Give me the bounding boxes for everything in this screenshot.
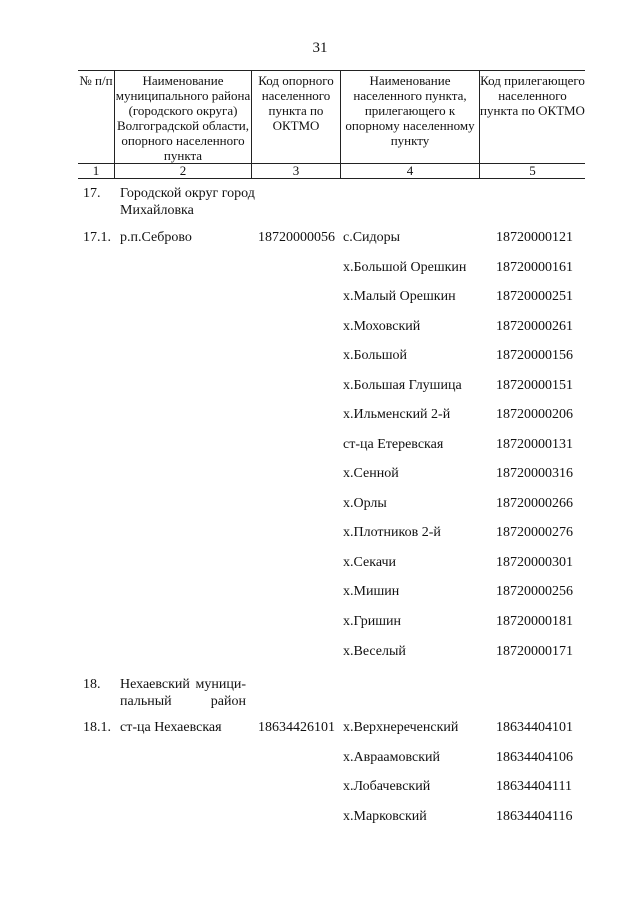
adjacent-code: 18720000151 [496,378,573,393]
adjacent-name: х.Авраамовский [343,750,441,765]
adjacent-name: ст-ца Етеревская [343,437,444,452]
column-number-5: 5 [529,163,536,178]
adjacent-name: х.Большой Орешкин [343,260,467,275]
adjacent-code: 18720000171 [496,644,573,659]
row-number: 17. [83,186,101,201]
adjacent-name: х.Ильменский 2-й [343,407,451,422]
divider [479,71,480,178]
adjacent-name: х.Большой [343,348,407,363]
adjacent-code: 18634404116 [496,809,573,824]
page-number: 31 [312,40,328,56]
divider [114,71,115,178]
adjacent-name: х.Плотников 2-й [343,525,441,540]
column-number-1: 1 [92,163,100,178]
adjacent-name: х.Верхнереченский [343,720,459,735]
adjacent-code: 18720000256 [496,584,573,599]
adjacent-name: х.Малый Орешкин [343,289,456,304]
header-col-2: Наименование муниципального района (городского округа) Волгоградской области, опорного населенного пункта [115,73,251,163]
adjacent-name: х.Моховский [343,319,421,334]
header-col-1: № п/п [79,73,113,88]
adjacent-code: 18720000266 [496,496,573,511]
divider [340,71,341,178]
divider [78,178,585,179]
adjacent-code: 18720000206 [496,407,573,422]
adjacent-name: х.Гришин [343,614,401,629]
settlement-name: р.п.Себрово [120,230,192,245]
settlement-code: 18720000056 [258,230,335,245]
adjacent-code: 18720000301 [496,555,573,570]
table-header [78,70,585,178]
settlement-name: ст-ца Нехаевская [120,720,222,735]
adjacent-code: 18720000276 [496,525,573,540]
divider [251,71,252,178]
adjacent-code: 18720000316 [496,466,573,481]
adjacent-name: х.Сенной [343,466,399,481]
adjacent-code: 18634404111 [496,779,572,794]
adjacent-code: 18720000261 [496,319,573,334]
adjacent-code: 18720000156 [496,348,573,363]
row-number: 18. [83,677,101,692]
adjacent-name: х.Марковский [343,809,427,824]
settlement-code: 18634426101 [258,720,335,735]
row-number: 18.1. [83,720,111,735]
district-name: Нехаевский муници-пальный район [120,677,246,709]
column-number-2: 2 [179,163,187,178]
adjacent-name: х.Орлы [343,496,387,511]
adjacent-code: 18634404106 [496,750,573,765]
column-number-3: 3 [292,163,300,178]
district-name: Городской округ город Михайловка [120,186,255,218]
column-number-4: 4 [406,163,414,178]
adjacent-code: 18720000181 [496,614,573,629]
adjacent-name: х.Секачи [343,555,396,570]
adjacent-name: с.Сидоры [343,230,401,245]
adjacent-code: 18720000131 [496,437,573,452]
header-col-4: Наименование населенного пункта, прилегающего к опорному населенному пункту [345,73,475,148]
row-number: 17.1. [83,230,111,245]
header-col-3: Код опорного населенного пункта по ОКТМО [258,73,334,133]
adjacent-code: 18720000121 [496,230,573,245]
adjacent-name: х.Мишин [343,584,400,599]
adjacent-code: 18634404101 [496,720,573,735]
adjacent-name: х.Лобачевский [343,779,431,794]
adjacent-name: х.Большая Глушица [343,378,462,393]
adjacent-name: х.Веселый [343,644,406,659]
adjacent-code: 18720000161 [496,260,573,275]
header-col-5: Код прилегающего населенного пункта по ОКТМО [480,73,585,118]
adjacent-code: 18720000251 [496,289,573,304]
